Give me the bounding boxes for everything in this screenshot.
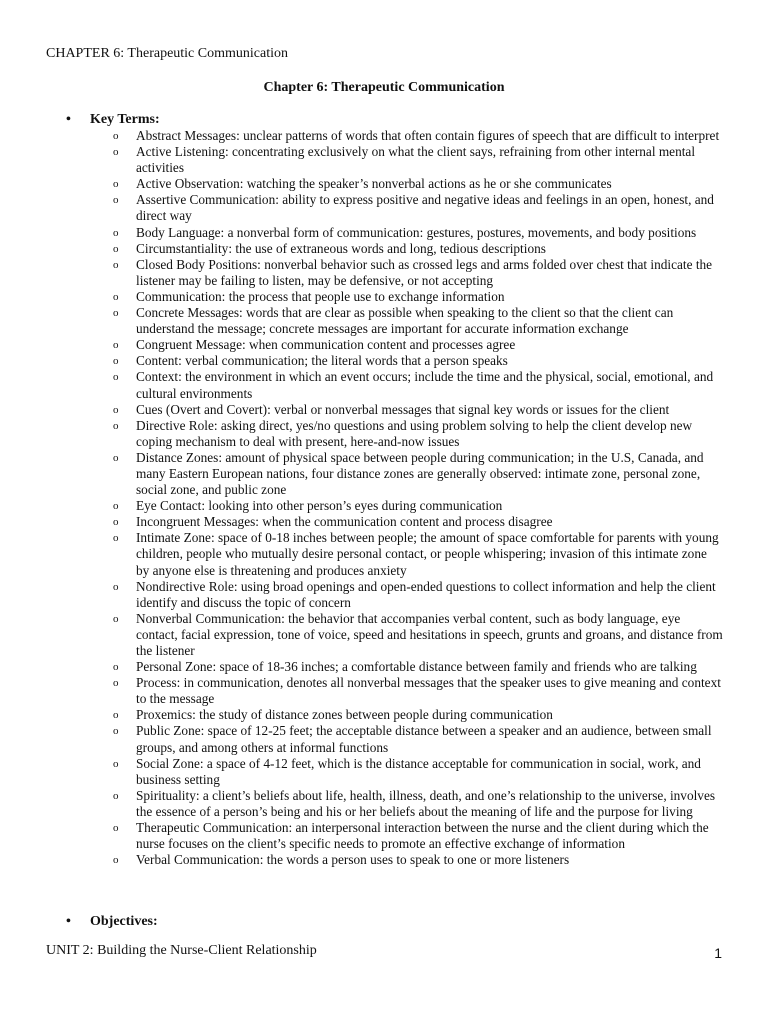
key-term-text: Personal Zone: space of 18-36 inches; a comfortable distance between family and friends who are talking	[136, 659, 697, 675]
key-term-item	[113, 450, 723, 498]
key-term-text: Nondirective Role: using broad openings and open-ended questions to collect information and help the client identify and discuss the topic of concern	[136, 578, 716, 610]
sub-bullet-icon: o	[113, 371, 119, 384]
key-term-text: Context: the environment in which an event occurs; include the time and the physical, social, emotional, and cultural environments	[136, 369, 714, 401]
key-term-text: Congruent Message: when communication content and processes agree	[136, 337, 516, 353]
sub-bullet-icon: o	[113, 500, 119, 513]
sub-bullet-icon: o	[113, 677, 119, 690]
bullet-icon: •	[66, 914, 71, 929]
sub-bullet-icon: o	[113, 661, 119, 674]
key-term-text: Social Zone: a space of 4-12 feet, which is the distance acceptable for communication in social, work, and business setting	[136, 755, 701, 787]
key-term-text: Cues (Overt and Covert): verbal or nonverbal messages that signal key words or issues for the client	[136, 401, 670, 417]
key-term-item	[113, 852, 723, 868]
sub-bullet-icon: o	[113, 419, 119, 432]
sub-bullet-icon: o	[113, 130, 119, 142]
key-term-item	[113, 418, 723, 450]
sub-bullet-icon: o	[113, 290, 119, 303]
key-term-item	[113, 305, 723, 337]
sub-bullet-icon: o	[113, 194, 119, 207]
sub-bullet-icon: o	[113, 854, 119, 867]
sub-bullet-icon: o	[113, 242, 119, 255]
sub-bullet-icon: o	[113, 789, 119, 802]
objectives-label: Objectives:	[90, 914, 158, 929]
document-title: Chapter 6: Therapeutic Communication	[263, 80, 505, 95]
sub-bullet-icon: o	[113, 516, 119, 529]
key-term-item	[113, 788, 723, 820]
key-terms-label: Key Terms:	[90, 112, 160, 127]
key-term-item	[113, 353, 723, 369]
sub-bullet-icon: o	[113, 178, 119, 191]
key-term-text: Circumstantiality: the use of extraneous words and long, tedious descriptions	[136, 240, 546, 256]
key-term-text: Verbal Communication: the words a person uses to speak to one or more listeners	[136, 852, 570, 868]
key-term-item	[113, 257, 723, 289]
key-term-item	[113, 611, 723, 659]
key-term-item	[113, 192, 723, 224]
key-terms-list	[113, 128, 723, 868]
key-term-text: Therapeutic Communication: an interpersonal interaction between the nurse and the client during which the nurse focuses on the client’s specific needs to promote an effective exchange of information	[136, 820, 709, 852]
bullet-icon: •	[66, 112, 71, 127]
key-term-item	[113, 707, 723, 723]
key-term-item	[113, 337, 723, 353]
key-term-item	[113, 241, 723, 257]
key-term-text: Eye Contact: looking into other person’s eyes during communication	[136, 498, 503, 514]
sub-bullet-icon: o	[113, 822, 119, 835]
sub-bullet-icon: o	[113, 451, 119, 464]
key-term-item	[113, 530, 723, 578]
sub-bullet-icon: o	[113, 146, 119, 159]
key-term-text: Concrete Messages: words that are clear as possible when speaking to the client so that the client can understand the message; concrete messages are important for accurate information exchange	[136, 305, 674, 337]
key-term-text: Abstract Messages: unclear patterns of words that often contain figures of speech that are difficult to interpret	[136, 128, 720, 143]
key-term-item	[113, 402, 723, 418]
key-term-item	[113, 659, 723, 675]
objectives-heading	[66, 913, 158, 930]
sub-bullet-icon: o	[113, 757, 119, 770]
key-term-item	[113, 144, 723, 176]
key-term-text: Communication: the process that people use to exchange information	[136, 288, 505, 304]
key-term-item	[113, 675, 723, 707]
key-term-text: Active Listening: concentrating exclusively on what the client says, refraining from other internal mental activities	[136, 144, 696, 176]
sub-bullet-icon: o	[113, 307, 119, 320]
key-term-text: Assertive Communication: ability to express positive and negative ideas and feelings in an open, honest, and direct way	[136, 192, 714, 224]
key-term-item	[113, 176, 723, 192]
sub-bullet-icon: o	[113, 532, 119, 545]
key-term-item	[113, 369, 723, 401]
key-term-text: Nonverbal Communication: the behavior that accompanies verbal content, such as body language, eye contact, facial expression, tone of voice, speed and hesitations in speech, grunts and groans, and distance from the listener	[136, 610, 723, 658]
sub-bullet-icon: o	[113, 725, 119, 738]
sub-bullet-icon: o	[113, 339, 119, 352]
key-term-item	[113, 514, 723, 530]
key-term-text: Process: in communication, denotes all nonverbal messages that the speaker uses to give meaning and context to the message	[136, 675, 721, 707]
key-term-item	[113, 820, 723, 852]
sub-bullet-icon: o	[113, 612, 119, 625]
sub-bullet-icon: o	[113, 709, 119, 722]
key-term-text: Proxemics: the study of distance zones between people during communication	[136, 707, 553, 723]
key-term-text: Content: verbal communication; the literal words that a person speaks	[136, 353, 508, 369]
sub-bullet-icon: o	[113, 355, 119, 368]
key-term-item	[113, 289, 723, 305]
key-terms-heading	[66, 111, 160, 128]
sub-bullet-icon: o	[113, 403, 119, 416]
key-term-text: Distance Zones: amount of physical space between people during communication; in the U.S, Canada, and many Eastern European nations, four distance zones are generally observed: intimate zone, personal zone, social zone, and public zone	[136, 449, 704, 498]
key-term-text: Body Language: a nonverbal form of communication: gestures, postures, movements, and body positions	[136, 224, 697, 240]
key-term-text: Intimate Zone: space of 0-18 inches between people; the amount of space comfortable for parents with young children, people who mutually desire personal contact, or people whispering; invasion of this intimate zone by anyone else is threatening and produces anxiety	[136, 530, 719, 578]
page-number: 1	[714, 945, 722, 961]
key-term-text: Active Observation: watching the speaker’s nonverbal actions as he or she communicates	[136, 176, 612, 192]
sub-bullet-icon: o	[113, 580, 119, 593]
sub-bullet-icon: o	[113, 226, 119, 239]
key-term-text: Incongruent Messages: when the communication content and process disagree	[136, 514, 553, 530]
key-term-text: Public Zone: space of 12-25 feet; the acceptable distance between a speaker and an audience, between small groups, and among others at informal functions	[136, 723, 712, 755]
key-term-item	[113, 498, 723, 514]
key-term-item	[113, 579, 723, 611]
sub-bullet-icon: o	[113, 258, 119, 271]
key-term-text: Spirituality: a client’s beliefs about life, health, illness, death, and one’s relationship to the universe, involves the essence of a person’s being and his or her beliefs about the meaning of life and the purpose for living	[136, 787, 716, 819]
key-term-text: Closed Body Positions: nonverbal behavior such as crossed legs and arms folded over chest that indicate the listener may be failing to listen, may be defensive, or not accepting	[136, 256, 713, 288]
key-term-text: Directive Role: asking direct, yes/no questions and using problem solving to help the client develop new coping mechanism to deal with present, here-and-now issues	[136, 417, 693, 449]
key-term-item	[113, 756, 723, 788]
page-header: CHAPTER 6: Therapeutic Communication	[46, 46, 288, 61]
key-term-item	[113, 225, 723, 241]
key-term-item	[113, 128, 723, 144]
key-term-item	[113, 723, 723, 755]
footer-unit: UNIT 2: Building the Nurse-Client Relationship	[46, 943, 317, 958]
